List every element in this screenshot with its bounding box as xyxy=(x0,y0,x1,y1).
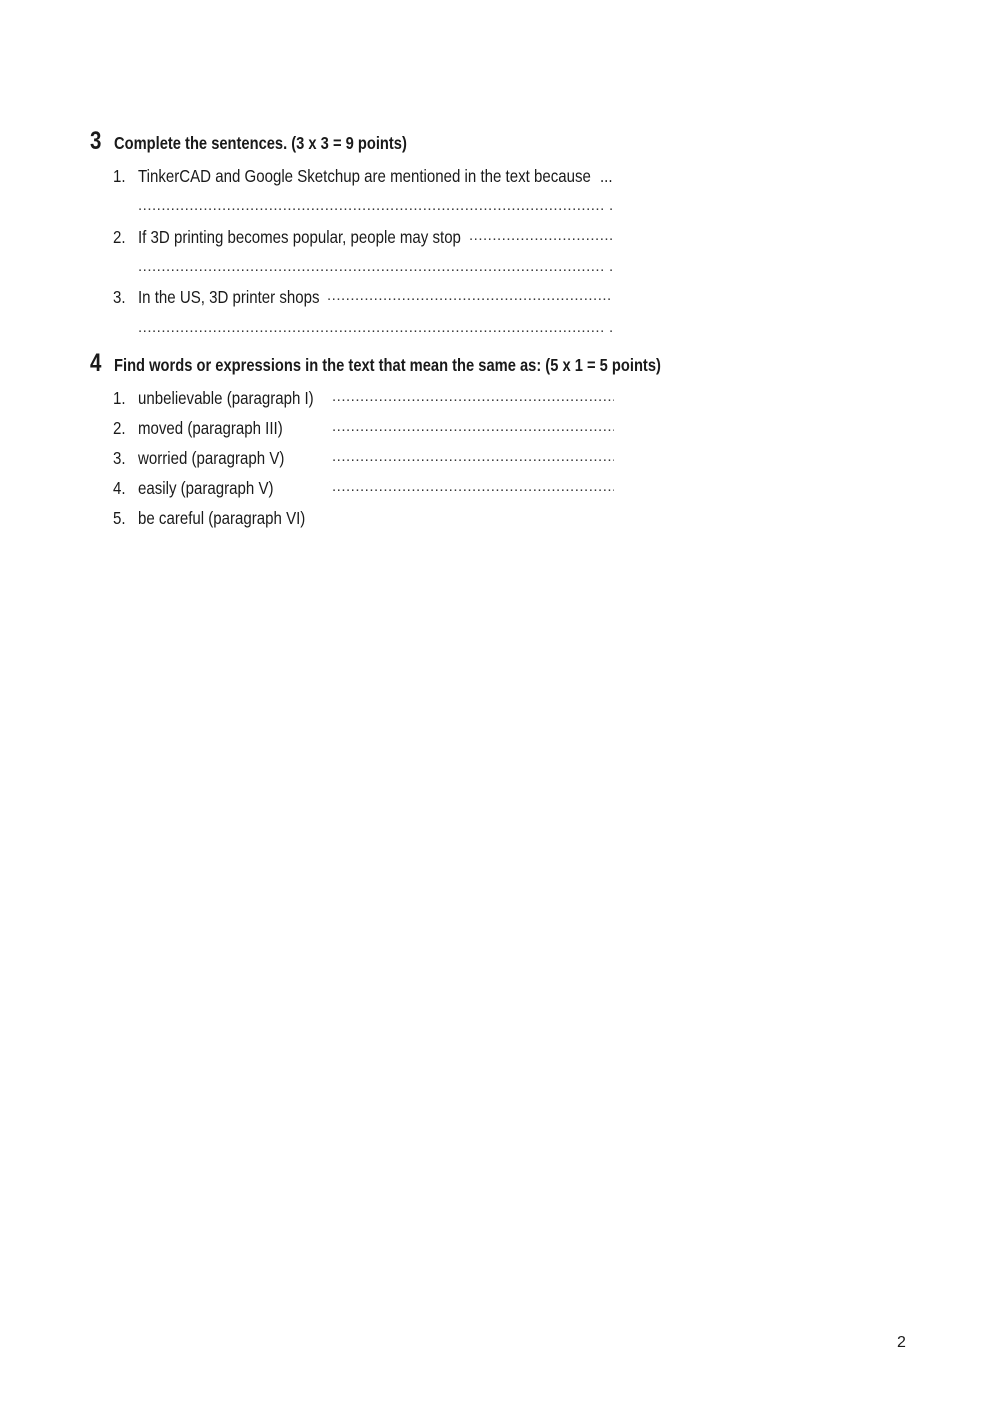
section-3-item-1-text: TinkerCAD and Google Sketchup are mentioned in the text because xyxy=(138,166,591,186)
section-3-item-1-number: 1. xyxy=(113,166,126,186)
section-4-item-2-text: moved (paragraph III) xyxy=(138,418,283,438)
section-3-number: 3 xyxy=(90,127,102,155)
section-3-item-2-number: 2. xyxy=(113,227,126,247)
section-4-item-4-text: easily (paragraph V) xyxy=(138,478,274,498)
section-3-title: Complete the sentences. (3 x 3 = 9 points) xyxy=(114,133,407,153)
line-end-period: . xyxy=(609,258,614,275)
section-3-item-3-number: 3. xyxy=(113,287,126,307)
section-3-item-1-ellipsis: ... xyxy=(600,166,613,186)
answer-line[interactable] xyxy=(332,447,614,467)
line-end-period: . xyxy=(609,197,614,214)
answer-line[interactable] xyxy=(469,226,613,246)
section-4-item-5-number: 5. xyxy=(113,508,126,528)
section-4-title: Find words or expressions in the text that mean the same as: (5 x 1 = 5 points) xyxy=(114,355,661,375)
line-end-period: . xyxy=(609,319,614,336)
answer-line[interactable] xyxy=(138,196,604,216)
answer-line[interactable] xyxy=(327,286,613,306)
answer-line[interactable] xyxy=(332,387,614,407)
section-4-item-5-text: be careful (paragraph VI) xyxy=(138,508,306,528)
section-4-item-3-text: worried (paragraph V) xyxy=(138,448,285,468)
section-4-item-1-text: unbelievable (paragraph I) xyxy=(138,388,314,408)
section-4-item-2-number: 2. xyxy=(113,418,126,438)
answer-line[interactable] xyxy=(138,318,604,338)
section-4-item-4-number: 4. xyxy=(113,478,126,498)
section-4-number: 4 xyxy=(90,349,102,377)
answer-line[interactable] xyxy=(332,477,614,497)
section-3-item-3-text: In the US, 3D printer shops xyxy=(138,287,320,307)
answer-line[interactable] xyxy=(138,257,604,277)
section-4-item-3-number: 3. xyxy=(113,448,126,468)
section-3-item-2-text: If 3D printing becomes popular, people may stop xyxy=(138,227,461,247)
page-number: 2 xyxy=(897,1334,906,1351)
section-4-item-1-number: 1. xyxy=(113,388,126,408)
answer-line[interactable] xyxy=(332,417,614,437)
